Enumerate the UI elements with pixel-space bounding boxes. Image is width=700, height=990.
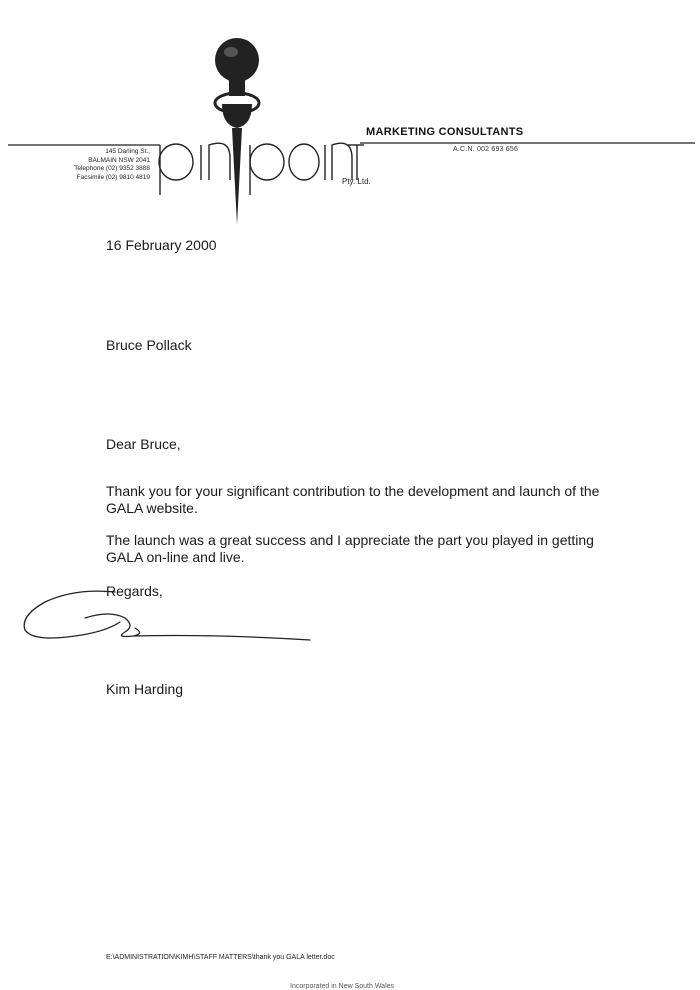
letter-salutation: Dear Bruce, xyxy=(106,436,181,452)
handwritten-signature xyxy=(15,580,325,650)
address-line: 145 Darling St., xyxy=(105,148,150,155)
company-tagline: MARKETING CONSULTANTS xyxy=(366,126,524,138)
company-acn: A.C.N. 002 693 656 xyxy=(453,146,519,153)
company-pty: Pty. Ltd. xyxy=(342,177,371,186)
file-path: E:\ADMINISTRATION\KIMH\STAFF MATTERS\thank you GALA letter.doc xyxy=(106,954,335,961)
letter-paragraph: The launch was a great success and I appreciate the part you played in getting GALA on-line and live. xyxy=(106,532,594,565)
letter-paragraph: Thank you for your significant contribution to the development and launch of the GALA website. xyxy=(106,483,600,516)
letter-signer: Kim Harding xyxy=(106,681,184,697)
address-line: Facsimile (02) 9810 4819 xyxy=(76,173,150,181)
address-line: Telephone (02) 9352 3888 xyxy=(74,165,150,172)
address-line: BALMAIN NSW 2041 xyxy=(88,156,150,164)
letter-date: 16 February 2000 xyxy=(106,237,217,253)
letter-closing: Regards, xyxy=(106,583,163,599)
company-address xyxy=(74,148,150,182)
footer-note: Incorporated in New South Wales xyxy=(290,983,395,990)
letter-recipient: Bruce Pollack xyxy=(106,337,192,353)
pinpoint-logo xyxy=(0,0,700,230)
